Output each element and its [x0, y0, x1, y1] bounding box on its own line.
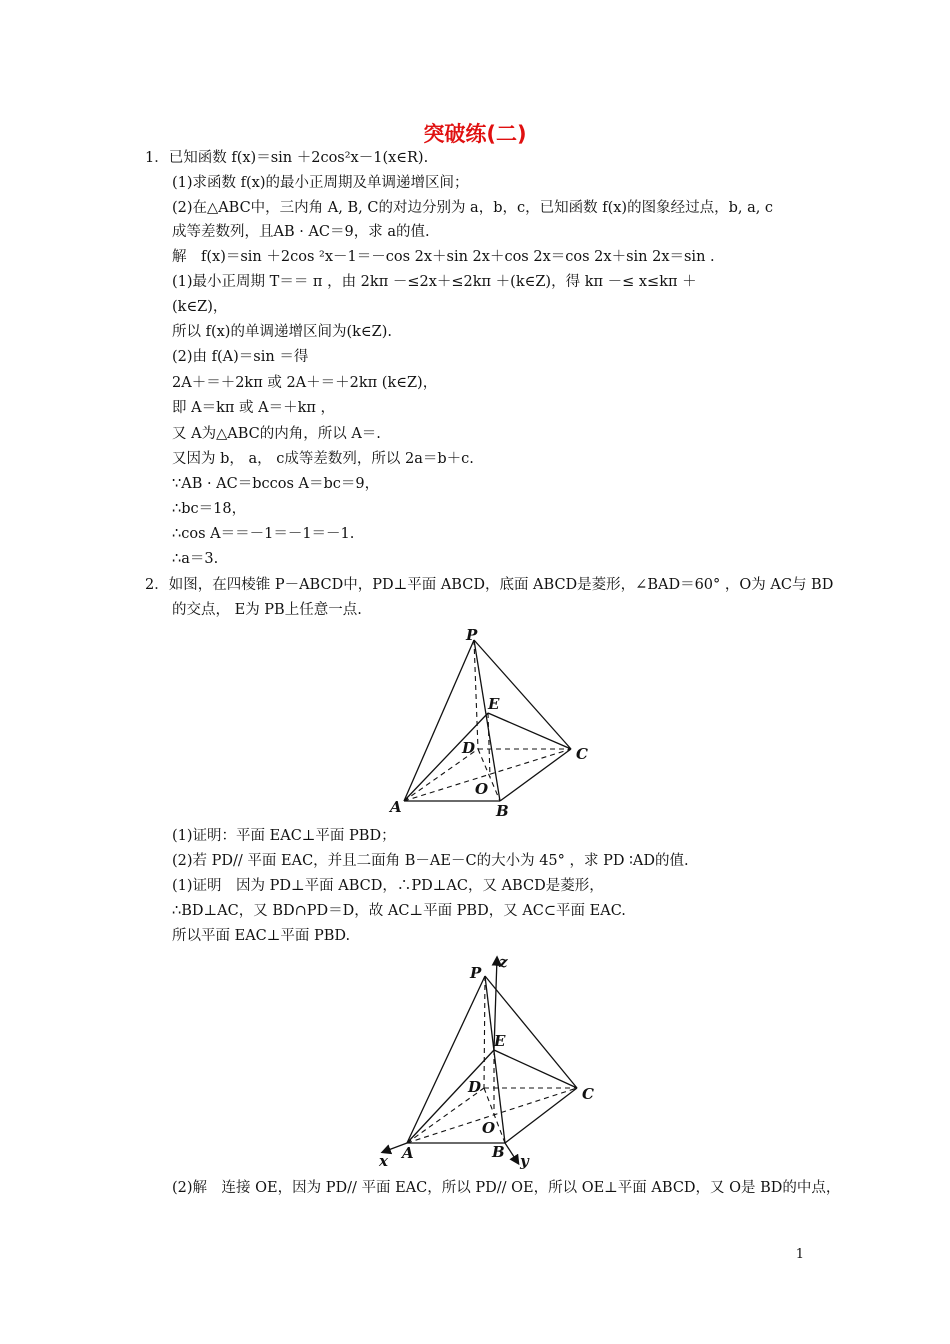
label-D: D [468, 1078, 482, 1096]
edge-PA [404, 640, 474, 801]
problem1-solution-part2-line1: (2)由 f(A)＝sin ＝得 [172, 349, 309, 365]
problem1-solution-part2-line6: ∵AB · AC＝bccos A＝bc＝9， [172, 476, 380, 492]
problem2-question-line2: 的交点， E为 PB上任意一点. [172, 602, 362, 618]
edge-EC [494, 1050, 577, 1088]
problem2-solution-part1-line3: 所以平面 EAC⊥平面 PBD. [172, 928, 351, 944]
edge-PD [484, 976, 485, 1088]
axis-y [505, 1143, 518, 1163]
edge-AD [407, 1088, 484, 1143]
problem1-solution-part2-line3: 即 A＝kπ 或 A＝＋kπ ， [172, 400, 336, 416]
label-P: P [466, 626, 478, 644]
page-title: 突破练(二) [423, 122, 527, 146]
label-D: D [462, 739, 476, 757]
edge-PA [407, 976, 485, 1143]
label-C: C [582, 1085, 594, 1103]
problem1-question: 1．已知函数 f(x)＝sin ＋2cos²x－1(x∈R). [145, 150, 429, 166]
label-P: P [470, 964, 482, 982]
label-z: z [499, 953, 508, 971]
label-A: A [390, 798, 402, 816]
problem2-solution-part1-line2: ∴BD⊥AC，又 BD∩PD＝D，故 AC⊥平面 PBD，又 AC⊂平面 EAC. [172, 903, 626, 919]
segment-EO [488, 713, 490, 777]
label-C: C [576, 745, 588, 763]
problem1-part1: (1)求函数 f(x)的最小正周期及单调递增区间； [172, 175, 469, 191]
problem1-solution-part2-line2: 2A＋＝＋2kπ 或 2A＋＝＋2kπ (k∈Z)， [172, 375, 438, 391]
problem1-solution-part2-line5: 又因为 b， a， c成等差数列，所以 2a＝b＋c. [172, 451, 474, 467]
label-B: B [492, 1143, 505, 1161]
label-E: E [488, 695, 500, 713]
problem1-solution-part1-line1: (1)最小正周期 T＝＝ π ，由 2kπ －≤2x＋≤2kπ ＋(k∈Z)，得 kπ －≤ x≤kπ ＋ [172, 274, 697, 290]
problem1-solution-part2-line4: 又 A为△ABC的内角，所以 A＝. [172, 426, 381, 442]
pyramid-figure-1 [385, 622, 605, 822]
problem1-part2-line1: (2)在△ABC中，三内角 A, B, C的对边分别为 a，b，c，已知函数 f(x)的图象经过点，b, a, c [172, 200, 774, 216]
problem1-solution-intro: 解 f(x)＝sin ＋2cos ²x－1＝－cos 2x＋sin 2x＋cos 2x＝cos 2x＋sin 2x＝sin . [172, 249, 715, 265]
pyramid-figure-2 [372, 950, 612, 1172]
edge-BC [500, 749, 571, 801]
problem2-solution-part1-line1: (1)证明 因为 PD⊥平面 ABCD，∴PD⊥AC，又 ABCD是菱形， [172, 878, 604, 894]
page-number: 1 [795, 1247, 804, 1262]
problem2-solution-part2-line1: (2)解 连接 OE，因为 PD// 平面 EAC，所以 PD// OE，所以 OE⊥平面 ABCD，又 O是 BD的中点， [172, 1180, 841, 1196]
problem1-solution-part1-line3: 所以 f(x)的单调递增区间为(k∈Z). [172, 324, 392, 340]
label-E: E [494, 1032, 506, 1050]
edge-BC [505, 1088, 577, 1143]
problem2-part1: (1)证明：平面 EAC⊥平面 PBD； [172, 828, 396, 844]
problem1-solution-part2-line9: ∴a＝3. [172, 551, 219, 567]
label-x: x [379, 1152, 388, 1170]
problem1-solution-part1-line2: (k∈Z)， [172, 299, 228, 315]
problem2-question-line1: 2．如图，在四棱锥 P－ABCD中，PD⊥平面 ABCD，底面 ABCD是菱形，∠BAD＝60° ，O为 AC与 BD [145, 577, 834, 593]
problem2-part2: (2)若 PD// 平面 EAC，并且二面角 B－AE－C的大小为 45° ，求 PD ∶AD的值. [172, 853, 689, 869]
label-O: O [475, 780, 489, 798]
problem1-solution-part2-line7: ∴bc＝18， [172, 501, 247, 517]
edge-EC [488, 713, 571, 749]
label-B: B [496, 802, 509, 820]
label-y: y [520, 1152, 529, 1170]
label-O: O [482, 1119, 496, 1137]
problem1-part2-line2: 成等差数列，且AB · AC＝9，求 a的值. [172, 224, 430, 240]
label-A: A [402, 1144, 414, 1162]
problem1-solution-part2-line8: ∴cos A＝＝－1＝－1＝－1. [172, 526, 355, 542]
